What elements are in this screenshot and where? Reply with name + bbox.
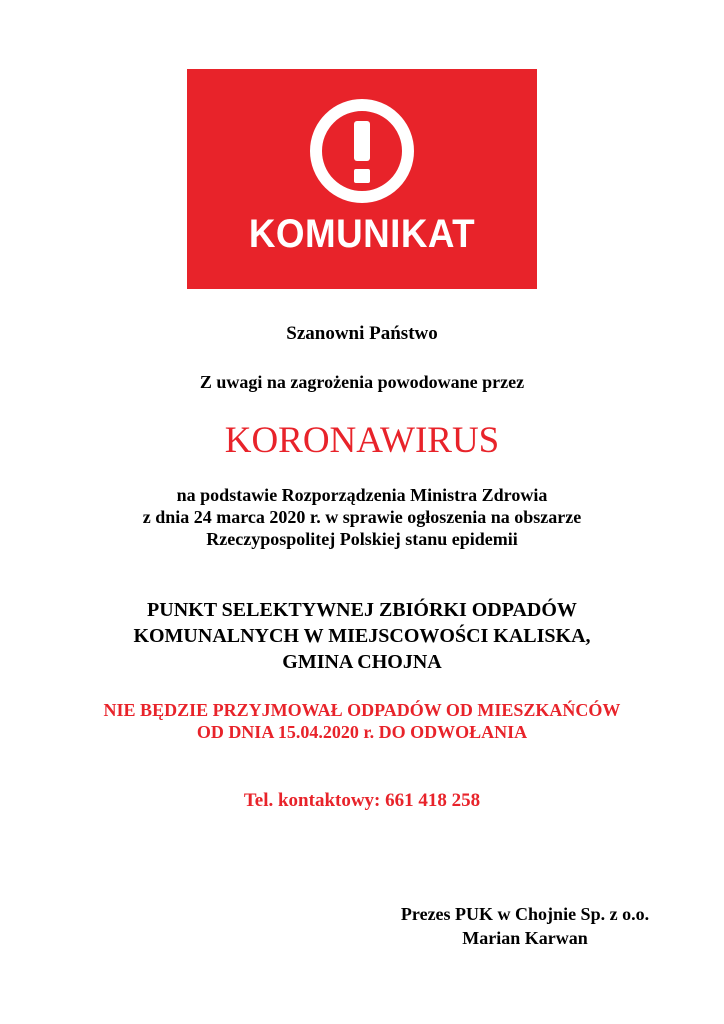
facility-line: PUNKT SELEKTYWNEJ ZBIÓRKI ODPADÓW <box>147 599 577 621</box>
signature-name: Marian Karwan <box>462 928 588 948</box>
greeting: Szanowni Państwo <box>286 323 438 344</box>
facility-name <box>0 597 724 675</box>
intro-text: Z uwagi na zagrożenia powodowane przez <box>199 372 525 392</box>
komunikat-banner <box>187 69 537 289</box>
legal-basis-line: z dnia 24 marca 2020 r. w sprawie ogłoszenia na obszarze <box>142 507 582 527</box>
facility-line: GMINA CHOJNA <box>282 651 442 673</box>
notice-line: NIE BĘDZIE PRZYJMOWAŁ ODPADÓW OD MIESZKAŃCÓW <box>103 700 621 720</box>
contact-phone: Tel. kontaktowy: 661 418 258 <box>243 790 481 811</box>
legal-basis-line: na podstawie Rozporządzenia Ministra Zdrowia <box>176 485 548 505</box>
banner-label: KOMUNIKAT <box>248 212 476 256</box>
legal-basis-line: Rzeczypospolitej Polskiej stanu epidemii <box>206 529 518 549</box>
facility-line: KOMUNALNYCH W MIEJSCOWOŚCI KALISKA, <box>133 625 591 647</box>
closure-notice <box>0 699 724 743</box>
virus-heading: KORONAWIRUS <box>224 420 500 461</box>
legal-basis <box>0 484 724 550</box>
signature-title: Prezes PUK w Chojnie Sp. z o.o. <box>400 904 650 924</box>
notice-line: OD DNIA 15.04.2020 r. DO ODWOŁANIA <box>196 722 528 742</box>
signature <box>360 902 690 950</box>
exclamation-circle-icon <box>187 69 537 289</box>
